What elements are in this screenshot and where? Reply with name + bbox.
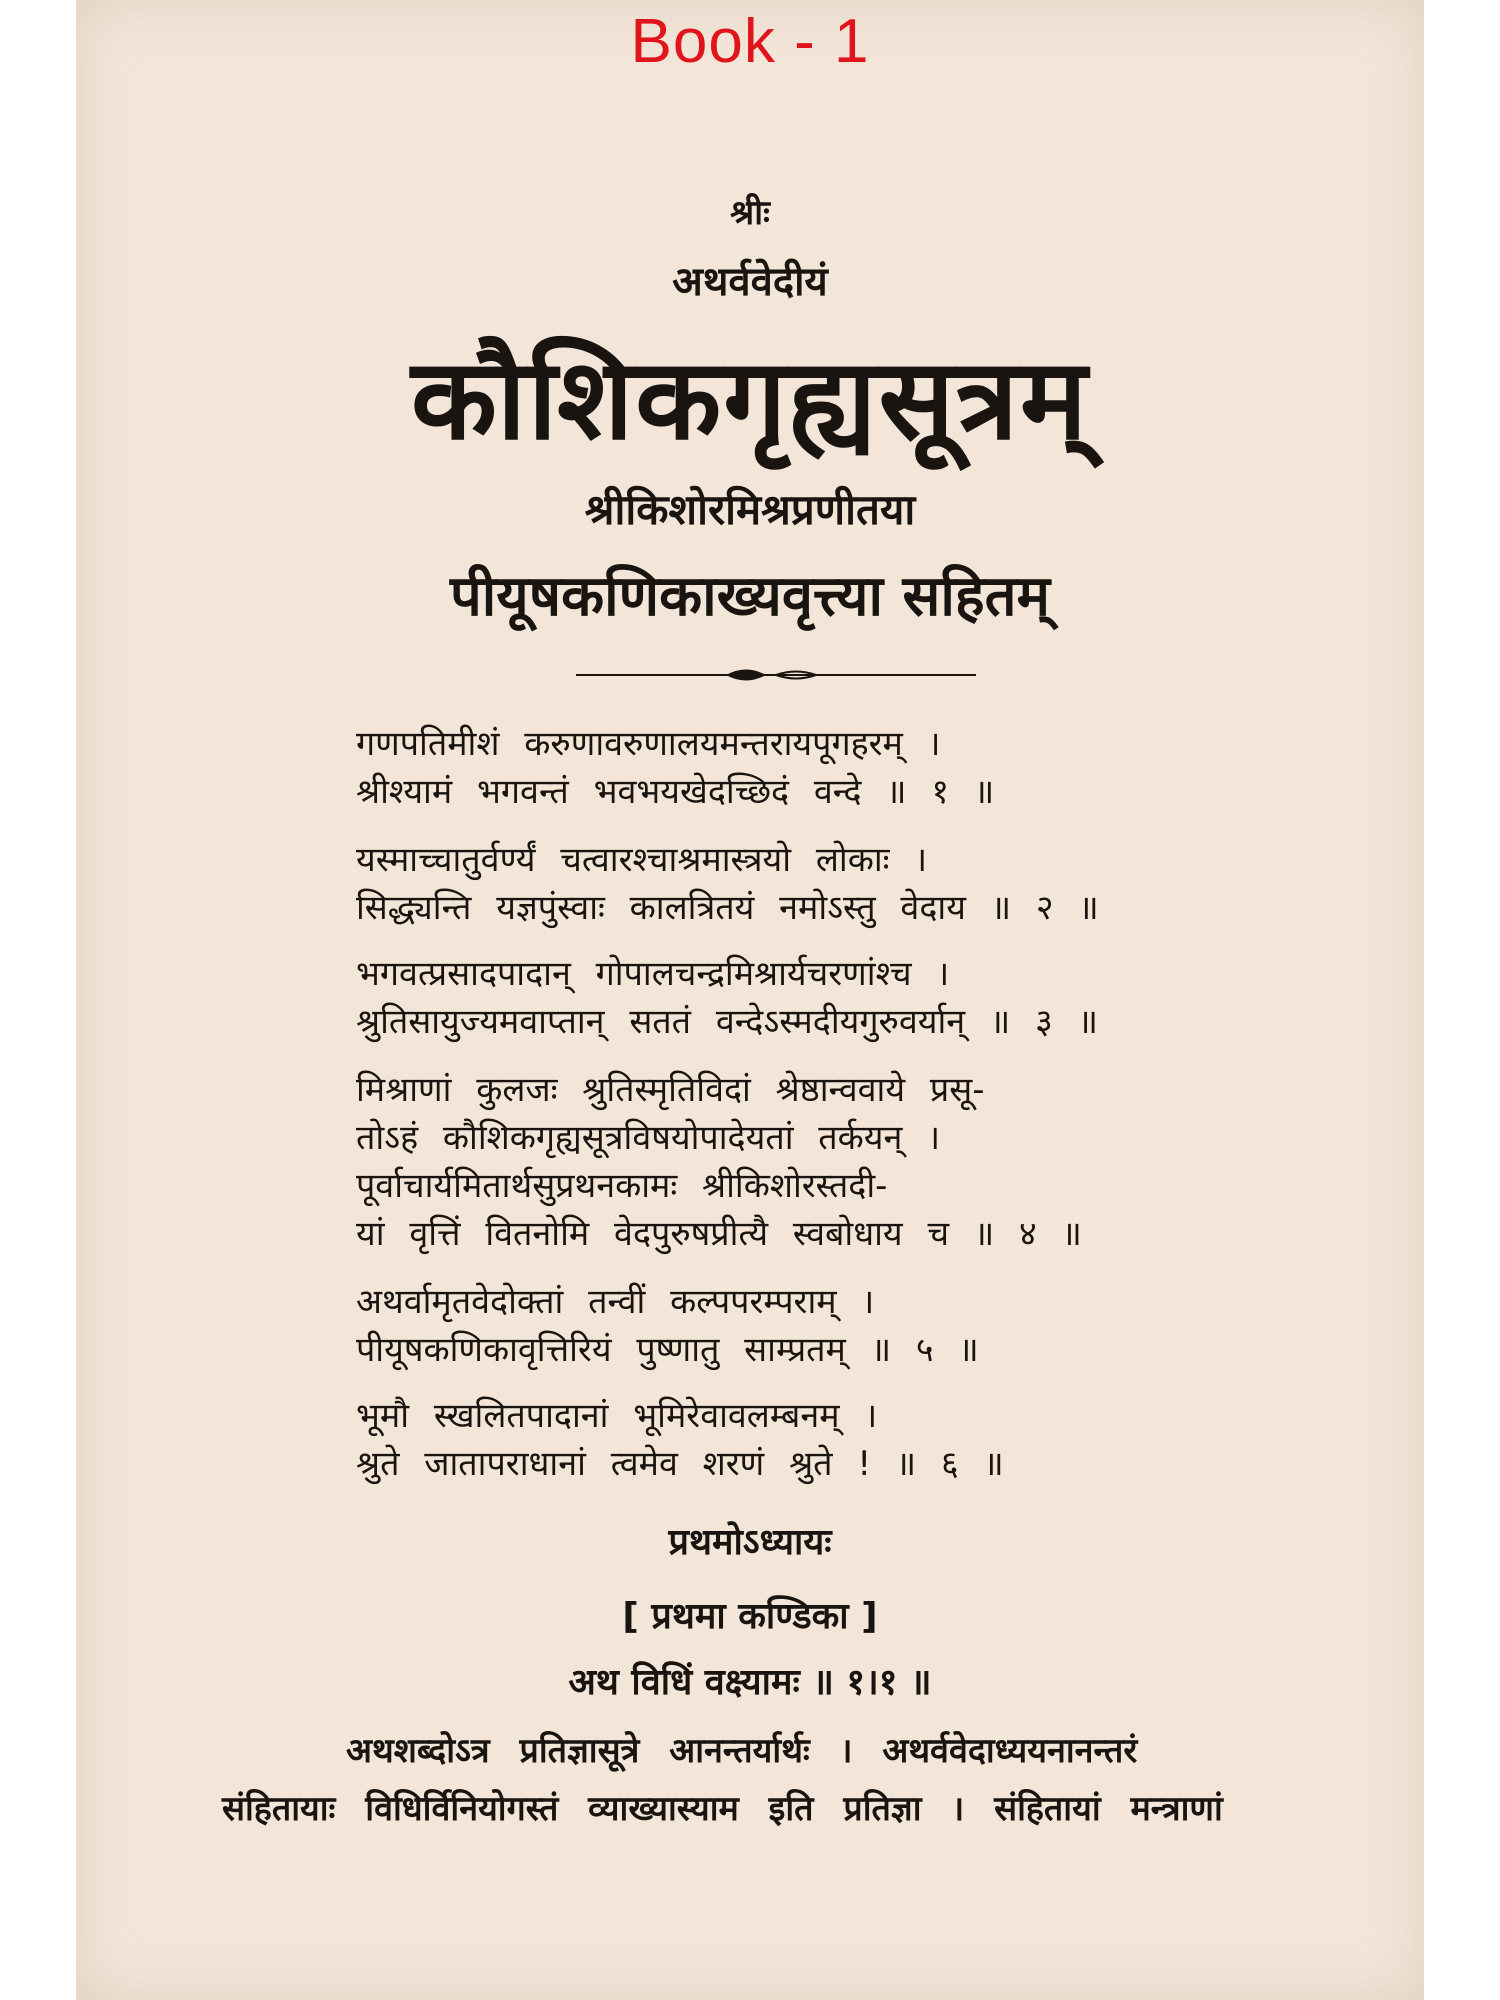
kandika-heading: [ प्रथमा कण्डिका ]	[622, 1596, 878, 1637]
commentary-line: अथशब्दोऽत्र प्रतिज्ञासूत्रे आनन्तर्यार्थः । अथर्ववेदाध्ययनानन्तरं	[346, 1731, 1138, 1771]
verse-line: अथर्वामृतवेदोक्तां तन्वीं कल्पपरम्पराम् ।	[356, 1282, 875, 1322]
verse-line: पीयूषकणिकावृत्तिरियं पुष्णातु साम्प्रतम् ॥ ५ ॥	[356, 1330, 979, 1370]
verse-6	[356, 1392, 1296, 1488]
verse-line: मिश्राणां कुलजः श्रुतिस्मृतिविदां श्रेष्ठान्ववाये प्रसू-	[356, 1070, 985, 1110]
verse-line: श्रुतिसायुज्यमवाप्तान् सततं वन्देऽस्मदीयगुरुवर्यान् ॥ ३ ॥	[356, 1002, 1098, 1042]
author-line: श्रीकिशोरमिश्रप्रणीतया	[584, 485, 916, 534]
book-title: कौशिकगृह्यसूत्रम्	[411, 335, 1089, 465]
subtitle: पीयूषकणिकाख्यवृत्त्या सहितम्	[449, 564, 1051, 629]
verse-3	[356, 950, 1296, 1046]
sutra-text: अथ विधिं वक्ष्यामः ॥ १।१ ॥	[568, 1662, 932, 1703]
veda-heading: अथर्ववेदीयं	[672, 259, 828, 305]
verse-line: भूमौ स्खलितपादानां भूमिरेवावलम्बनम् ।	[356, 1396, 878, 1436]
chapter-heading: प्रथमोऽध्यायः	[668, 1522, 832, 1563]
verse-line: पूर्वाचार्यमितार्थसुप्रथनकामः श्रीकिशोरस्तदी-	[356, 1166, 888, 1206]
book-page	[76, 0, 1424, 2000]
commentary-line: संहितायाः विधिर्विनियोगस्तं व्याख्यास्याम इति प्रतिज्ञा । संहितायां मन्त्राणां	[222, 1789, 1223, 1829]
verse-5	[356, 1278, 1296, 1374]
commentary	[222, 1722, 1422, 1838]
verse-line: भगवत्प्रसादपादान् गोपालचन्द्रमिश्रार्यचरणांश्च ।	[356, 954, 950, 994]
verse-line: श्रीश्यामं भगवन्तं भवभयखेदच्छिदं वन्दे ॥ १ ॥	[356, 772, 995, 812]
ornament-divider-icon	[576, 660, 976, 690]
verse-line: तोऽहं कौशिकगृह्यसूत्रविषयोपादेयतां तर्कयन् ।	[356, 1118, 941, 1158]
verse-line: श्रुते जातापराधानां त्वमेव शरणं श्रुते ! ॥ ६ ॥	[356, 1444, 1004, 1484]
book-label: Book - 1	[630, 7, 870, 76]
verse-line: गणपतिमीशं करुणावरुणालयमन्तरायपूगहरम् ।	[356, 724, 941, 764]
verse-4	[356, 1066, 1296, 1258]
invocation: श्रीः	[730, 193, 770, 233]
verse-line: सिद्ध्यन्ति यज्ञपुंस्वाः कालत्रितयं नमोऽस्तु वेदाय ॥ २ ॥	[356, 888, 1099, 928]
verse-2	[356, 836, 1296, 932]
verse-1	[356, 720, 1296, 816]
verse-line: यस्माच्चातुर्वर्ण्यं चत्वारश्चाश्रमास्त्रयो लोकाः ।	[356, 840, 928, 880]
verse-line: यां वृत्तिं वितनोमि वेदपुरुषप्रीत्यै स्वबोधाय च ॥ ४ ॥	[356, 1214, 1082, 1254]
